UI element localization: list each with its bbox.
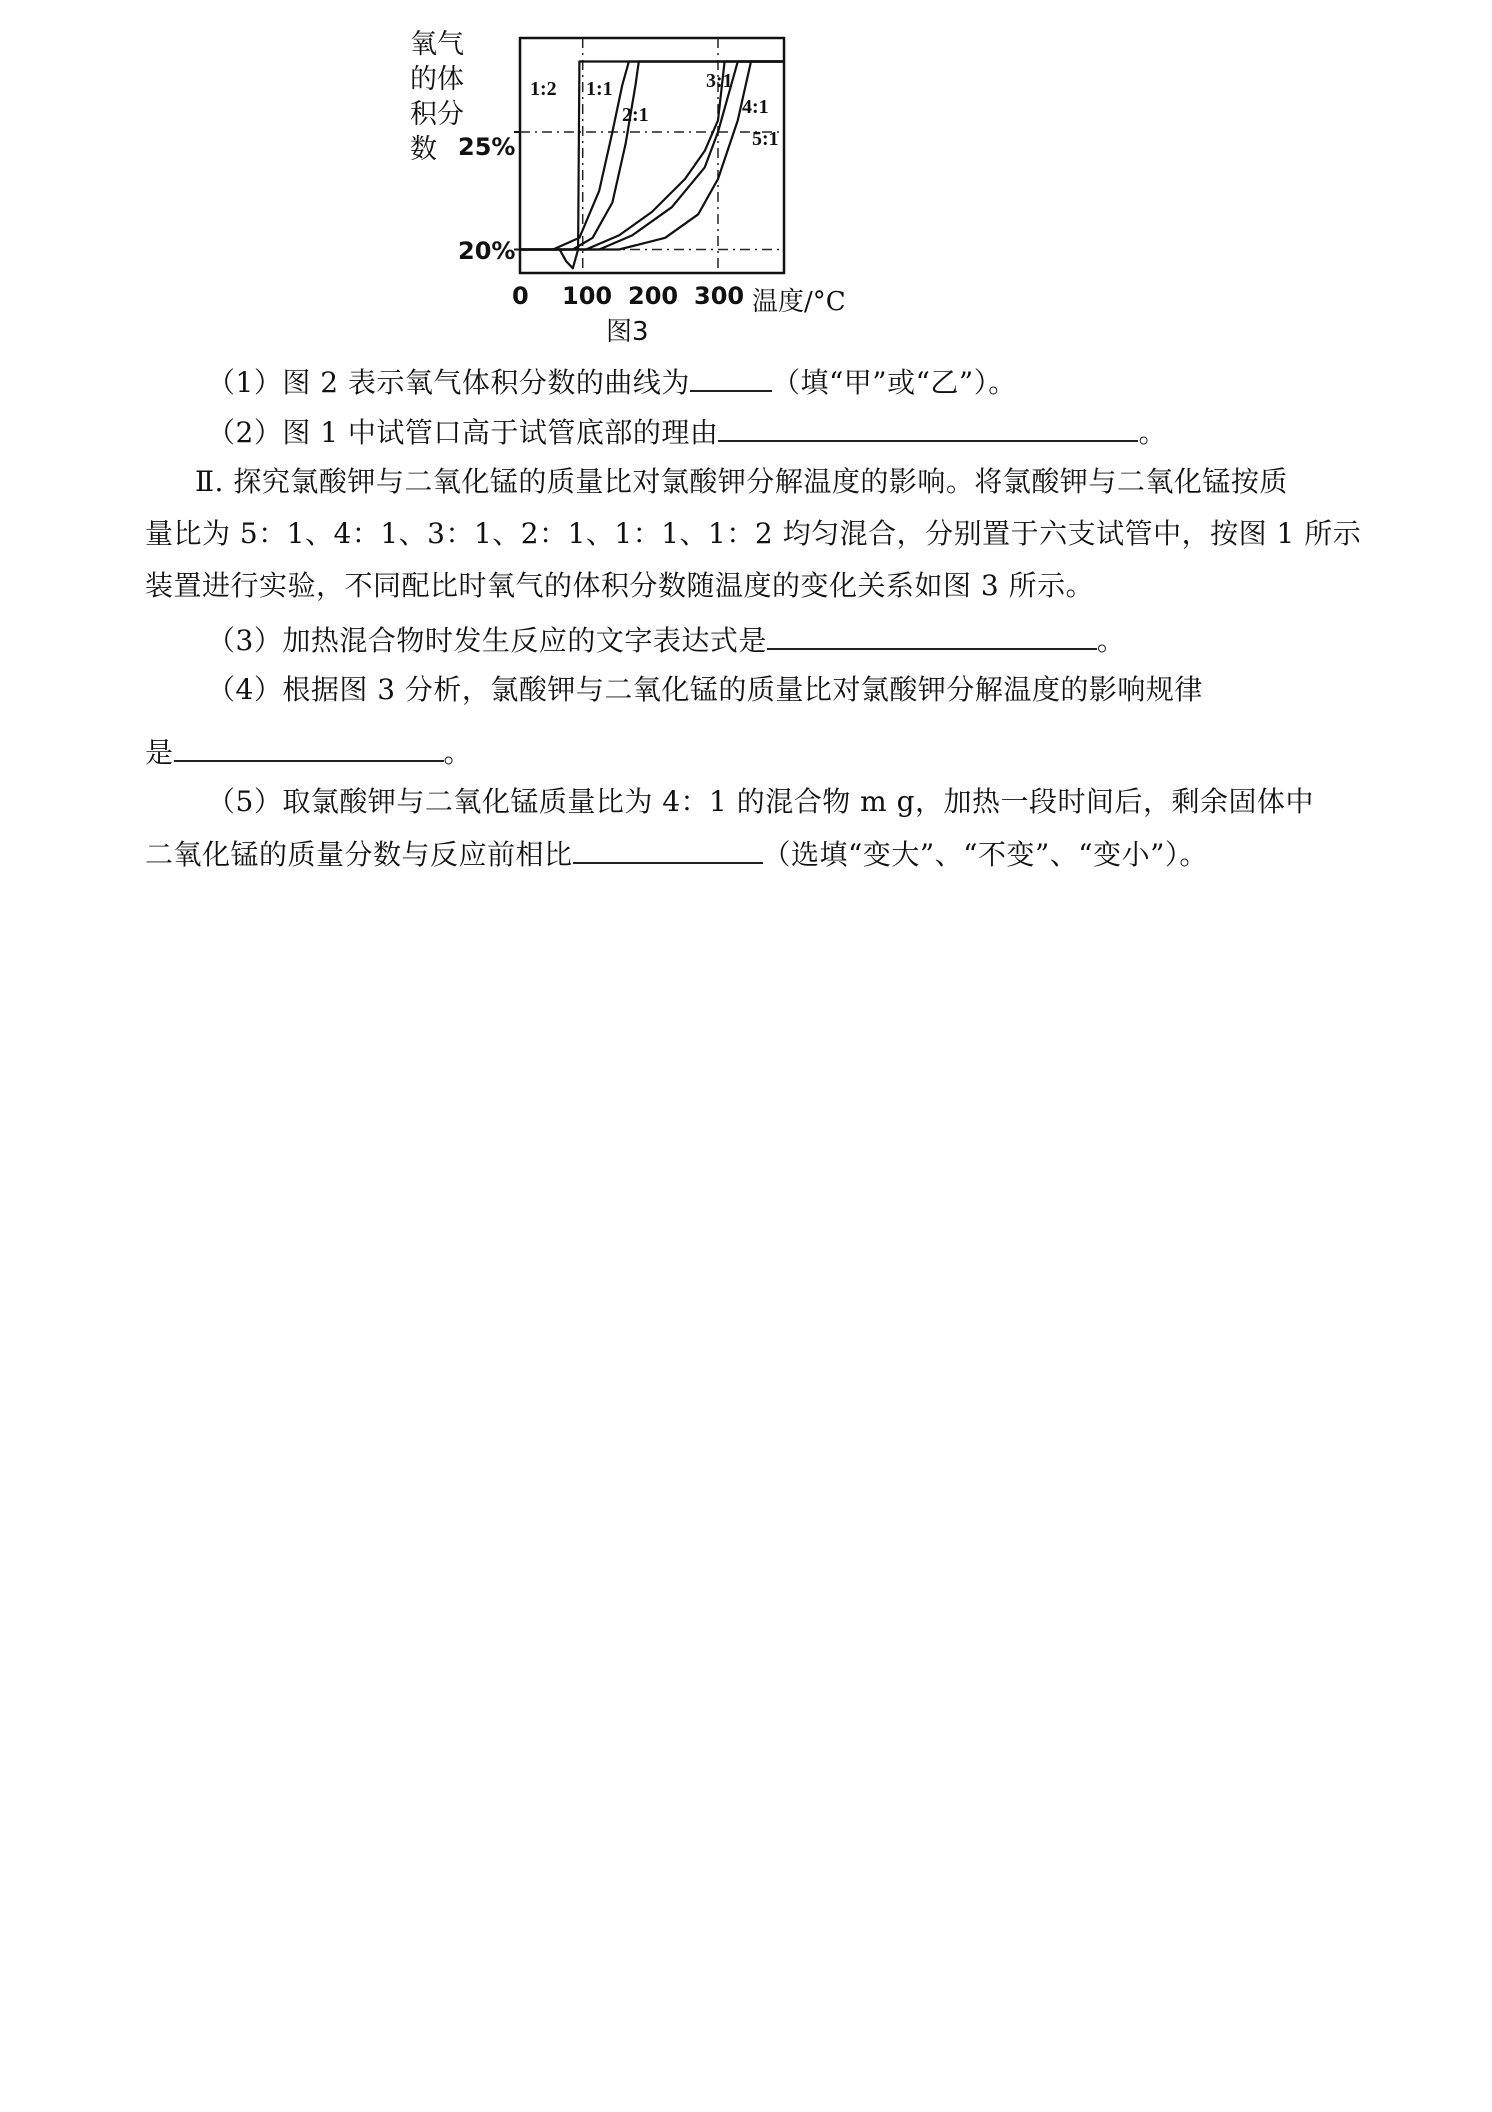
figure-caption: 图3 <box>606 317 649 347</box>
answer-blank-4[interactable] <box>174 730 444 762</box>
question-3 <box>207 618 1125 661</box>
y-axis-label-line: 的体 <box>410 64 464 95</box>
y-tick-20: 20% <box>458 237 516 265</box>
question-5-tail: （选填“变大”、“不变”、“变小”）。 <box>762 838 1208 871</box>
curve-label-2-1: 2:1 <box>622 104 649 126</box>
x-axis-label: 温度/°C <box>752 287 846 317</box>
x-tick-300: 300 <box>694 282 745 310</box>
question-5-line-1: （5）取氯酸钾与二氧化锰质量比为 4：1 的混合物 m g，加热一段时间后，剩余固体中 <box>207 785 1315 818</box>
curve-label-5-1: 5:1 <box>752 128 779 150</box>
question-3-text: （3）加热混合物时发生反应的文字表达式是 <box>207 624 767 657</box>
y-tick-25: 25% <box>458 133 516 161</box>
question-4-tail: 。 <box>443 736 473 769</box>
y-axis-label-line: 氧气 <box>410 29 464 60</box>
x-tick-100: 100 <box>562 282 613 310</box>
question-2-tail: 。 <box>1138 416 1167 449</box>
question-1-tail: （填“甲”或“乙”）。 <box>771 366 1017 399</box>
figure-3 <box>0 0 1492 360</box>
question-4-text: 是 <box>145 736 174 769</box>
x-tick-0: 0 <box>512 282 529 310</box>
chart-plot <box>0 0 1492 360</box>
question-1 <box>207 360 1017 403</box>
curve-label-3-1: 3:1 <box>706 70 733 92</box>
curve-label-1-2: 1:2 <box>530 78 557 100</box>
answer-blank-1[interactable] <box>690 360 772 392</box>
x-tick-200: 200 <box>628 282 679 310</box>
y-axis-label-line: 数 <box>410 134 437 165</box>
question-3-tail: 。 <box>1096 624 1126 657</box>
answer-blank-5[interactable] <box>573 832 763 864</box>
part-2-intro-line-2: 量比为 5：1、4：1、3：1、2：1、1：1、1：2 均匀混合，分别置于六支试管中，按图 1 所示 <box>145 517 1362 550</box>
question-4-line-2 <box>145 730 472 773</box>
curve-label-4-1: 4:1 <box>742 96 769 118</box>
part-2-intro-line-1: Ⅱ. 探究氯酸钾与二氧化锰的质量比对氯酸钾分解温度的影响。将氯酸钾与二氧化锰按质 <box>195 465 1288 498</box>
question-1-text: （1）图 2 表示氧气体积分数的曲线为 <box>207 366 690 399</box>
y-axis-label-line: 积分 <box>410 99 464 130</box>
question-5-line-2 <box>145 832 1208 875</box>
curve-label-1-1: 1:1 <box>586 78 613 100</box>
answer-blank-2[interactable] <box>718 410 1138 442</box>
question-5-text: 二氧化锰的质量分数与反应前相比 <box>145 838 573 871</box>
question-2-text: （2）图 1 中试管口高于试管底部的理由 <box>207 416 719 449</box>
question-4-line-1: （4）根据图 3 分析，氯酸钾与二氧化锰的质量比对氯酸钾分解温度的影响规律 <box>207 673 1203 706</box>
answer-blank-3[interactable] <box>767 618 1097 650</box>
question-2 <box>207 410 1167 453</box>
plot-frame <box>520 38 784 273</box>
part-2-intro-line-3: 装置进行实验，不同配比时氧气的体积分数随温度的变化关系如图 3 所示。 <box>145 569 1095 602</box>
